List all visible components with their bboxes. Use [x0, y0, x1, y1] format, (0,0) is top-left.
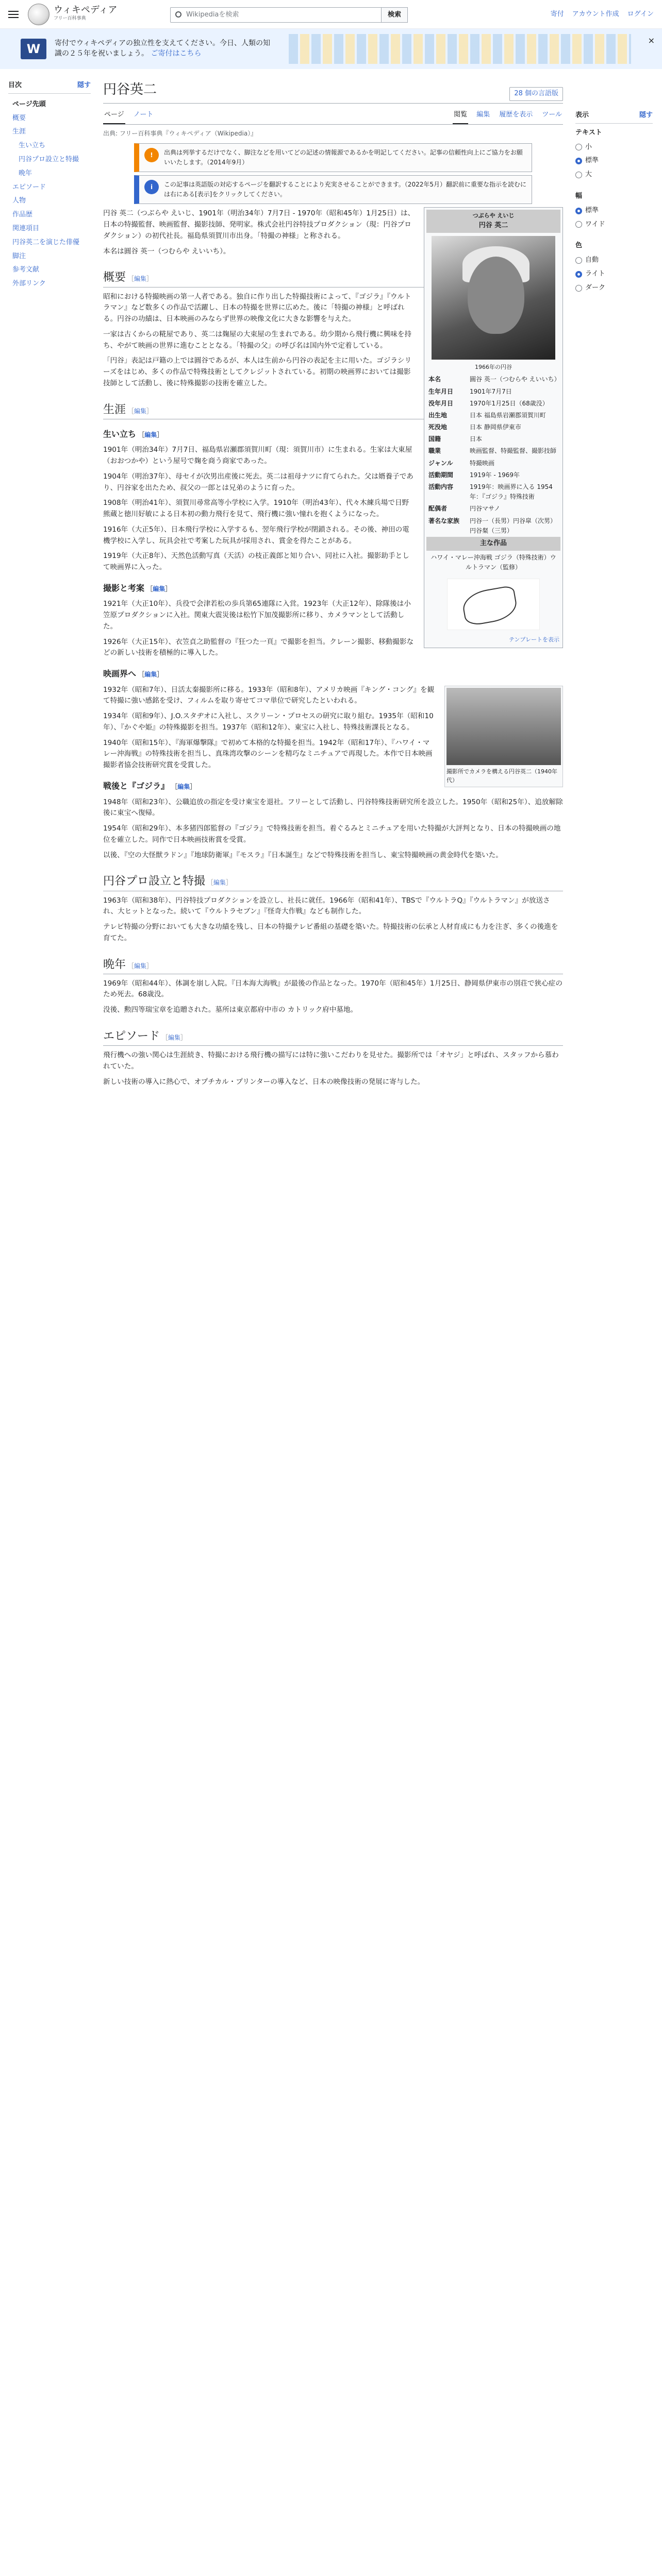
- radio-icon[interactable]: [575, 221, 582, 228]
- user-link[interactable]: ログイン: [627, 10, 654, 18]
- section-title: 撮影と考案: [103, 583, 145, 593]
- logo-title: ウィキペディア: [54, 5, 118, 16]
- toc-item[interactable]: 関連項目: [12, 224, 40, 232]
- paragraph: 「円谷」表記は戸籍の上では圓谷であるが、本人は生前から円谷の表記を主に用いた。ゴジラシリーズをはじめ、多くの作品で特殊技術としてクレジットされている。初期の映画界においては撮影技師として活動し、後に特殊撮影の技術を確立した。: [103, 357, 412, 387]
- edit-link: ［編集］: [136, 431, 163, 438]
- infobox-value: 日本: [470, 435, 483, 443]
- paragraph: 1916年（大正5年）、日本飛行学校に入学するも、翌年飛行学校が閉鎖される。その後、神田の電機学校に入学し、玩具会社で考案した玩具が採用され、賞金を得たことがある。: [103, 525, 409, 545]
- paragraph: 1948年（昭和23年）、公職追放の指定を受け東宝を退社。フリーとして活動し、円谷特殊技術研究所を設立した。1950年（昭和25年）、追放解除後に東宝へ復帰。: [103, 798, 563, 818]
- infobox-key: 職業: [428, 447, 441, 455]
- infobox-row: [426, 410, 560, 421]
- paragraph: 1901年（明治34年）7月7日、福島県岩瀬郡須賀川町（現：須賀川市）に生まれる。生家は大東屋（おおつかや）という屋号で麹を商う商家であった。: [103, 446, 412, 466]
- toc-item[interactable]: 脚注: [12, 252, 26, 260]
- toc-item[interactable]: ページ先頭: [12, 100, 46, 108]
- infobox-value: 映画監督、特撮監督、撮影技師: [470, 447, 557, 455]
- tab-right-1[interactable]: 編集: [476, 110, 490, 118]
- appearance-option[interactable]: [575, 204, 653, 218]
- paragraph: 1969年（昭和44年）、体調を崩し入院。『日本海大海戦』が最後の作品となった。1970年（昭和45年）1月25日、静岡県伊東市の別荘で狭心症のため死去。68歳没。: [103, 979, 562, 999]
- search-icon: [175, 11, 181, 18]
- appearance-group-label: 幅: [575, 192, 583, 200]
- toc-item[interactable]: 外部リンク: [12, 280, 46, 288]
- section-heading: [103, 956, 563, 974]
- appearance-group-label: テキスト: [575, 128, 602, 137]
- toc-hide-button[interactable]: 隠す: [77, 81, 91, 89]
- infobox-key: 活動期間: [428, 471, 454, 479]
- search-button[interactable]: 検索: [382, 7, 408, 23]
- toc-item[interactable]: 概要: [12, 114, 26, 122]
- section-title: 概要: [103, 271, 126, 284]
- toc-item[interactable]: エピソード: [12, 183, 46, 191]
- paragraph: 1921年（大正10年）、兵役で会津若松の歩兵第65連隊に入営。1923年（大正12年）、除隊後は小笠原プロダクションに入社。関東大震災後は松竹下加茂撮影所に移り、カメラマンとして活動した。: [103, 600, 411, 631]
- appearance-option-label: 標準: [585, 157, 599, 165]
- section-title: 生涯: [103, 403, 126, 416]
- paragraph: テレビ特撮の分野においても大きな功績を残し、日本の特撮テレビ番組の基礎を築いた。特撮技術の伝承と人材育成にも力を注ぎ、多くの後進を育てた。: [103, 923, 558, 942]
- paragraph: 1934年（昭和9年）、J.O.スタヂオに入社し、スクリーン・プロセスの研究に取り組む。1935年（昭和10年）、『かぐや姫』の特殊撮影を担当。1937年（昭和12年）、東宝に入社し、特殊技術課長となる。: [103, 712, 434, 732]
- figure-image[interactable]: [446, 688, 561, 765]
- tab-1[interactable]: ノート: [133, 110, 154, 118]
- lead-paragraph: 円谷 英二（つぶらや えいじ、1901年（明治34年）7月7日 - 1970年（昭和45年）1月25日）は、日本の特撮監督、映画監督、撮影技師、発明家。株式会社円谷特技プロダクション（現：円谷プロダクション）の初代社長。福島県須賀川市出身。「特撮の神様」と称される。: [103, 209, 415, 240]
- infobox-row: [426, 503, 560, 515]
- infobox-row: [426, 421, 560, 433]
- edit-button[interactable]: 編集: [213, 879, 226, 887]
- edit-button[interactable]: 編集: [134, 407, 146, 415]
- user-links: [551, 9, 654, 20]
- paragraph: 1926年（大正15年）、衣笠貞之助監督の『狂つた一頁』で撮影を担当。クレーン撮影、移動撮影などの新しい技術を積極的に導入した。: [103, 637, 414, 657]
- notice-text: この記事は英語版の対応するページを翻訳することにより充実させることができます。（2022年5月）翻訳前に重要な指示を読むには右にある[表示]をクリックしてください。: [164, 180, 526, 198]
- paragraph: 一家は古くからの糀屋であり、英二は麹屋の大束屋の生まれである。幼少期から飛行機に興味を持ち、やがて映画の世界に進むこととなる。「特撮の父」の呼び名は国内外で定着している。: [103, 330, 412, 350]
- edit-button[interactable]: 編集: [168, 1033, 180, 1041]
- appearance-option-label: 標準: [585, 206, 599, 214]
- infobox-row: [426, 481, 560, 503]
- appearance-option[interactable]: [575, 281, 653, 295]
- radio-icon[interactable]: [575, 271, 582, 278]
- maintenance-notice: [134, 175, 532, 204]
- paragraph: 1940年（昭和15年）、『海軍爆撃隊』で初めて本格的な特撮を担当。1942年（昭和17年）、『ハワイ・マレー沖海戦』の特殊技術を担当し、真珠湾攻撃のシーンを精巧なミニチュアで再現した。本作で日本映画撮影者協会技術研究賞を受賞した。: [103, 738, 433, 770]
- portrait-caption: 1966年の円谷: [475, 363, 512, 370]
- edit-button[interactable]: 編集: [144, 431, 157, 438]
- appearance-panel: [575, 69, 653, 1092]
- infobox-row: [426, 374, 560, 385]
- user-link[interactable]: アカウント作成: [572, 10, 619, 18]
- from-line: 出典: フリー百科事典『ウィキペディア（Wikipedia）』: [103, 130, 257, 138]
- appearance-option[interactable]: [575, 218, 653, 232]
- infobox-key: 活動内容: [428, 483, 454, 490]
- globe-icon: [28, 4, 49, 25]
- wikipedia-logo[interactable]: [28, 4, 117, 25]
- infobox-value: 1970年1月25日（68歳没）: [470, 399, 549, 407]
- infobox-name: 円谷 英二: [478, 221, 508, 229]
- banner-w-logo: W: [21, 39, 46, 59]
- section-title: 円谷プロ設立と特撮: [103, 875, 206, 888]
- edit-link: ［編集］: [136, 671, 163, 679]
- paragraph: 1919年（大正8年）、天然色活動写真（天活）の枝正義郎と知り合い、同社に入社。撮影助手として映画界に入った。: [103, 552, 409, 572]
- section-title: エピソード: [103, 1029, 160, 1043]
- paragraph: 昭和における特撮映画の第一人者である。独自に作り出した特撮技術によって、『ゴジラ』『ウルトラマン』など数多くの作品で活躍し、日本の特撮を世界に広めた。後に「特撮の神様」と呼ばれる。円谷の功績は、日本映画のみならず世界の映像文化に大きな影響を与えた。: [103, 292, 411, 324]
- edit-button[interactable]: 編集: [153, 585, 166, 592]
- infobox-value: 1901年7月7日: [470, 387, 512, 395]
- appearance-option[interactable]: [575, 154, 653, 168]
- infobox-key: 著名な家族: [428, 517, 460, 524]
- section-heading: [103, 1027, 563, 1046]
- infobox-row: [426, 445, 560, 457]
- donate-link[interactable]: ご寄付はこちら: [151, 49, 202, 58]
- radio-icon[interactable]: [575, 158, 582, 164]
- appearance-option-label: 自動: [585, 256, 599, 264]
- paragraph: 飛行機への強い関心は生涯続き、特撮における飛行機の描写には特に強いこだわりを見せた。撮影所では「オヤジ」と呼ばれ、スタッフから慕われていた。: [103, 1051, 559, 1071]
- infobox-value: 特撮映画: [470, 459, 495, 467]
- infobox-key: 本名: [428, 376, 441, 383]
- appearance-option[interactable]: [575, 168, 653, 182]
- appearance-hide-button[interactable]: 隠す: [639, 111, 653, 119]
- edit-link: ［編集］: [126, 962, 153, 970]
- infobox: [424, 207, 563, 648]
- section-title: 生い立ち: [103, 429, 137, 439]
- infobox-value: 圓谷 英一（つむらや えいいち）: [470, 376, 560, 383]
- infobox-value: 1919年 - 1969年: [470, 471, 520, 479]
- edit-link: ［編集］: [169, 783, 196, 790]
- paragraph: 1963年（昭和38年）、円谷特技プロダクションを設立し、社長に就任。1966年（昭和41年）、TBSで『ウルトラQ』『ウルトラマン』が放送され、大ヒットとなった。続いて『ウルトラセブン』『怪奇大作戦』なども制作した。: [103, 896, 550, 916]
- appearance-group-label: 色: [575, 242, 583, 250]
- section-heading: [103, 667, 563, 681]
- infobox-value: 1919年：映画界に入る 1954年：『ゴジラ』特殊技術: [470, 483, 553, 501]
- main-menu-icon[interactable]: [8, 11, 19, 18]
- figure: [444, 686, 563, 787]
- edit-button[interactable]: 編集: [177, 783, 190, 790]
- infobox-row: [426, 469, 560, 481]
- edit-link: ［編集］: [160, 1033, 187, 1041]
- appearance-option-label: 小: [585, 143, 592, 151]
- tab-right-0[interactable]: 閲覧: [453, 107, 468, 125]
- paragraph: 1904年（明治37年）、母セイが次男出産後に死去。英二は祖母ナツに育てられた。父は婿養子であり、円谷家を出たため、叔父の一郎とは兄弟のように育った。: [103, 472, 413, 492]
- language-button[interactable]: 28 個の言語版: [509, 87, 563, 101]
- infobox-value: 日本 福島県岩瀬郡須賀川町: [470, 411, 546, 419]
- edit-button[interactable]: 編集: [134, 275, 146, 283]
- infobox-row: [426, 398, 560, 410]
- figure-caption: 撮影所でカメラを構える円谷英二（1940年代）: [446, 768, 557, 784]
- banner-text: 寄付でウィキペディアの独立性を支えてください。今日、人類の知識の２５年を祝いましょう。: [55, 39, 271, 58]
- edit-link: ［編集］: [126, 407, 153, 415]
- works-header: 主な作品: [426, 537, 560, 551]
- infobox-key: ジャンル: [428, 459, 453, 467]
- toc-item[interactable]: 生涯: [12, 128, 26, 136]
- infobox-key: 国籍: [428, 435, 441, 443]
- toc-title: 目次: [8, 81, 22, 89]
- tab-right-2[interactable]: 履歴を表示: [499, 110, 533, 118]
- radio-icon[interactable]: [575, 208, 582, 214]
- edit-link: ［編集］: [126, 275, 153, 283]
- infobox-row: [426, 386, 560, 398]
- notice-text: 出典は列挙するだけでなく、脚注などを用いてどの記述の情報源であるかを明記してください。記事の信頼性向上にご協力をお願いいたします。（2014年9月）: [164, 148, 523, 166]
- infobox-row: [426, 457, 560, 469]
- appearance-option[interactable]: [575, 141, 653, 155]
- appearance-title: 表示: [575, 111, 589, 119]
- banner-illustration: [289, 34, 631, 64]
- radio-icon[interactable]: [575, 285, 582, 292]
- edit-button[interactable]: 編集: [144, 671, 157, 679]
- portrait-image[interactable]: [432, 236, 555, 360]
- paragraph: 没後、勲四等瑞宝章を追贈された。墓所は東京都府中市の カトリック府中墓地。: [103, 1006, 358, 1014]
- infobox-value: 日本 静岡県伊東市: [470, 423, 521, 431]
- signature-image: [447, 579, 540, 630]
- appearance-option-label: ダーク: [585, 283, 606, 292]
- search-form: [170, 7, 408, 23]
- edit-link: ［編集］: [205, 879, 232, 887]
- section-title: 映画界へ: [103, 669, 137, 679]
- edit-link: ［編集］: [144, 585, 172, 592]
- radio-icon[interactable]: [575, 172, 582, 178]
- page-tabs: [103, 107, 563, 125]
- appearance-option[interactable]: [575, 253, 653, 267]
- toc-item[interactable]: 参考文献: [12, 266, 40, 274]
- user-link[interactable]: 寄付: [550, 10, 564, 18]
- section-heading: [103, 872, 563, 891]
- toc-item[interactable]: 円谷英二を演じた俳優: [12, 238, 80, 246]
- toc-item[interactable]: 生い立ち: [19, 142, 46, 150]
- template-link[interactable]: テンプレートを表示: [508, 636, 559, 643]
- appearance-option-label: 大: [585, 171, 592, 179]
- infobox-key: 生年月日: [428, 387, 454, 395]
- infobox-value: 円谷マサノ: [470, 505, 501, 513]
- works-value: ハワイ・マレー沖海戦 ゴジラ（特殊技術）ウルトラマン（監修）: [431, 553, 556, 571]
- infobox-kana: つぶらや えいじ: [472, 212, 515, 219]
- banner-close-icon[interactable]: ×: [648, 36, 655, 45]
- paragraph: 1954年（昭和29年）、本多猪四郎監督の『ゴジラ』で特殊技術を担当。着ぐるみとミニチュアを用いた特撮が大評判となり、日本の特撮映画の地位を確立した。同作で日本映画技術賞を受賞。: [103, 824, 561, 844]
- infobox-key: 出生地: [428, 411, 448, 419]
- infobox-key: 没年月日: [428, 399, 454, 407]
- paragraph: 以後、『空の大怪獣ラドン』『地球防衛軍』『モスラ』『日本誕生』などで特殊技術を担当し、東宝特撮映画の黄金時代を築いた。: [103, 851, 503, 859]
- search-input[interactable]: Wikipediaを検索: [170, 7, 382, 23]
- toc-item[interactable]: 人物: [12, 197, 26, 205]
- appearance-group: [575, 241, 653, 295]
- table-of-contents: [8, 69, 91, 1092]
- toc-item[interactable]: 円谷プロ設立と特撮: [19, 155, 79, 163]
- infobox-row: [426, 433, 560, 445]
- lead-paragraph: 本名は圓谷 英一（つむらや えいいち）。: [103, 247, 230, 256]
- logo-subtitle: フリー百科事典: [54, 16, 86, 22]
- section-title: 晩年: [103, 958, 126, 971]
- appearance-group: [575, 191, 653, 231]
- infobox-row: [426, 515, 560, 537]
- appearance-option-label: ワイド: [585, 220, 605, 228]
- appearance-option[interactable]: [575, 267, 653, 281]
- paragraph: 1932年（昭和7年）、日活太秦撮影所に移る。1933年（昭和8年）、アメリカ映画『キング・コング』を観て特撮に強い感銘を受け、フィルムを取り寄せてコマ単位で研究したといわれる。: [103, 685, 435, 705]
- tab-0[interactable]: ページ: [103, 107, 125, 125]
- paragraph: 1908年（明治41年）、須賀川尋常高等小学校に入学。1910年（明治43年）、代々木練兵場で日野熊蔵と徳川好敏による日本初の動力飛行を見て、飛行機に強い憧れを抱くようになった。: [103, 499, 409, 519]
- notice-icon: !: [144, 148, 159, 162]
- top-header: [0, 0, 662, 29]
- edit-button[interactable]: 編集: [134, 962, 146, 970]
- donation-banner: [0, 29, 662, 69]
- paragraph: 新しい技術の導入に熱心で、オプチカル・プリンターの導入など、日本の映像技術の発展に寄与した。: [103, 1077, 425, 1086]
- notice-icon: i: [144, 180, 159, 194]
- tab-right-3[interactable]: ツール: [542, 110, 562, 118]
- infobox-key: 死没地: [428, 423, 448, 431]
- page-title: 円谷英二: [103, 82, 157, 97]
- main-content: [91, 69, 575, 1092]
- toc-item[interactable]: 晩年: [19, 169, 32, 177]
- radio-icon[interactable]: [575, 257, 582, 264]
- appearance-option-label: ライト: [585, 269, 605, 278]
- section-title: 戦後と『ゴジラ』: [103, 781, 170, 791]
- maintenance-notice: [134, 143, 532, 172]
- infobox-key: 配偶者: [428, 505, 448, 513]
- radio-icon[interactable]: [575, 144, 582, 150]
- appearance-group: [575, 128, 653, 182]
- infobox-value: 円谷一（長男）円谷皐（次男）円谷粲（三男）: [470, 517, 557, 534]
- toc-item[interactable]: 作品歴: [12, 211, 33, 219]
